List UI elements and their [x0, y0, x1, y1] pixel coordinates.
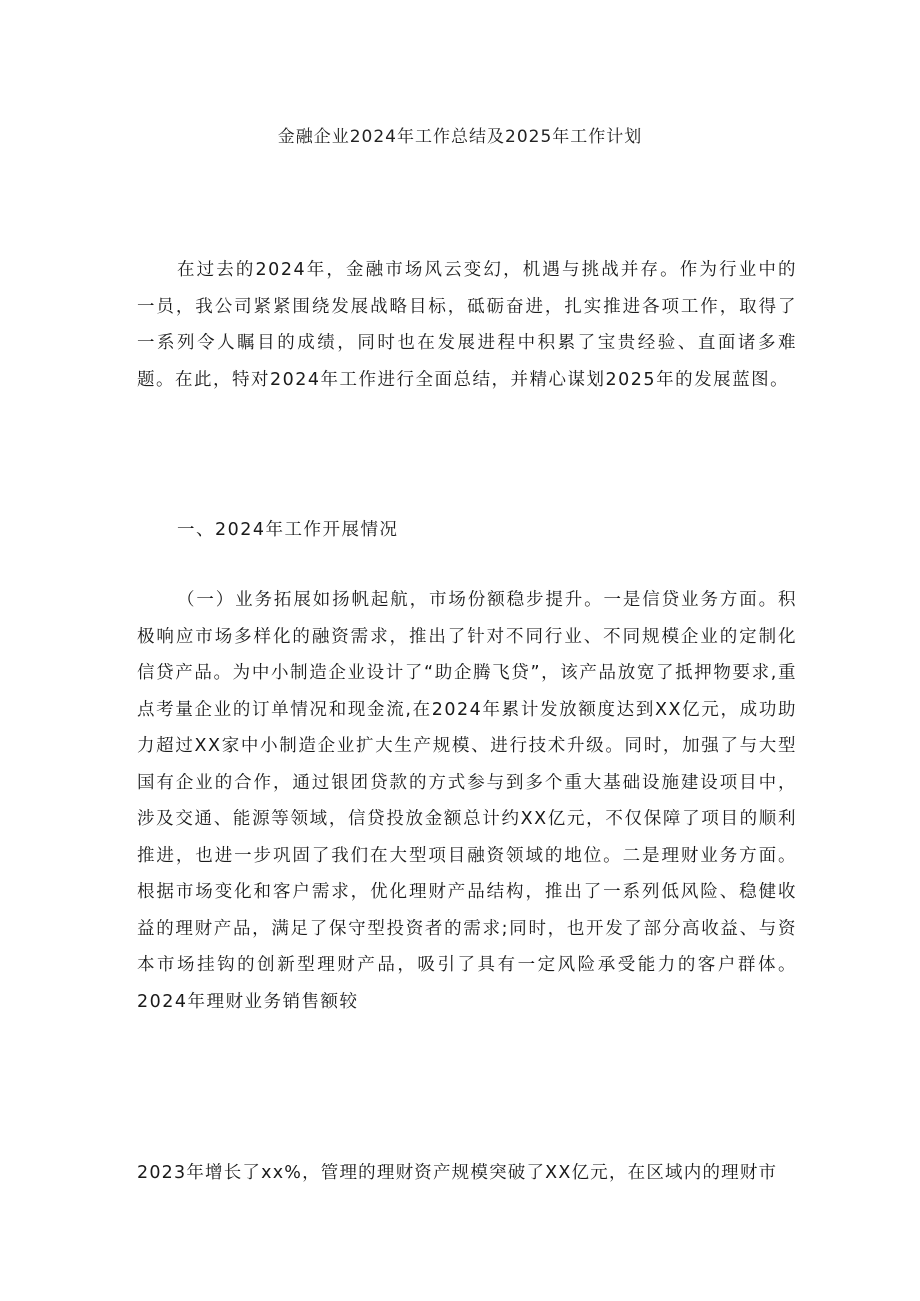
section-paragraph-continued: 2023年增长了xx%，管理的理财资产规模突破了XX亿元，在区域内的理财市: [137, 1163, 778, 1183]
section-heading: 一、2024年工作开展情况: [177, 520, 399, 540]
section-paragraph: （一）业务拓展如扬帆起航，市场份额稳步提升。一是信贷业务方面。积极响应市场多样化的融资需求，推出了针对不同行业、不同规模企业的定制化信贷产品。为中小制造企业设计了“助企腾飞贷”，该产品放宽了抵押物要求,重点考量企业的订单情况和现金流,在2024年累计发放额度达到XX亿元，成功助力超过XX家中小制造企业扩大生产规模、进行技术升级。同时，加强了与大型国有企业的合作，通过银团贷款的方式参与到多个重大基础设施建设项目中，涉及交通、能源等领域，信贷投放金额总计约XX亿元，不仅保障了项目的顺利推进，也进一步巩固了我们在大型项目融资领域的地位。二是理财业务方面。根据市场变化和客户需求，优化理财产品结构，推出了一系列低风险、稳健收益的理财产品，满足了保守型投资者的需求;同时，也开发了部分高收益、与资本市场挂钩的创新型理财产品，吸引了具有一定风险承受能力的客户群体。2024年理财业务销售额较: [137, 590, 797, 1012]
document-title: 金融企业2024年工作总结及2025年工作计划: [277, 127, 643, 147]
intro-paragraph: 在过去的2024年，金融市场风云变幻，机遇与挑战并存。作为行业中的一员，我公司紧紧围绕发展战略目标，砥砺奋进，扎实推进各项工作，取得了一系列令人瞩目的成绩，同时也在发展进程中积累了宝贵经验、直面诸多难题。在此，特对2024年工作进行全面总结，并精心谋划2025年的发展蓝图。: [137, 260, 797, 390]
